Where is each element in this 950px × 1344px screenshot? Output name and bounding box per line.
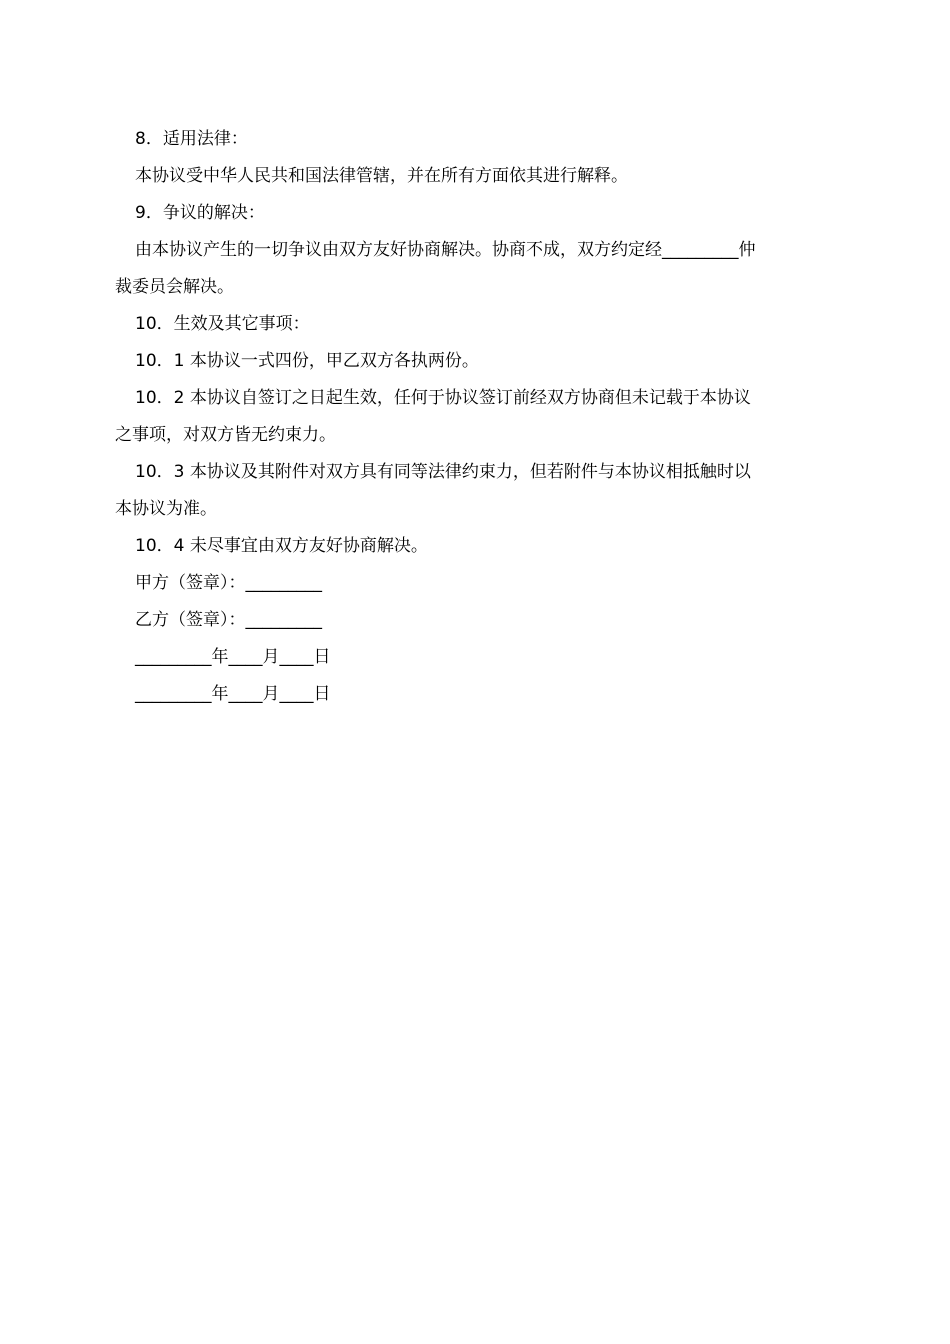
section-heading-effectiveness: 10．生效及其它事项：: [135, 314, 310, 334]
paragraph-line: 由本协议产生的一切争议由双方友好协商解决。协商不成，双方约定经_________仲: [135, 240, 756, 260]
clause-10-3: 10．3 本协议及其附件对双方具有同等法律约束力，但若附件与本协议相抵触时以: [135, 462, 751, 482]
date-line: _________年____月____日: [135, 684, 331, 704]
document-body: [115, 121, 837, 713]
clause-10-1: 10．1 本协议一式四份，甲乙双方各执两份。: [135, 351, 479, 371]
section-heading-dispute-resolution: 9．争议的解决：: [135, 203, 265, 223]
clause-10-4: 10．4 未尽事宜由双方友好协商解决。: [135, 536, 428, 556]
paragraph-line: 裁委员会解决。: [115, 277, 234, 297]
clause-10-2: 10．2 本协议自签订之日起生效，任何于协议签订前经双方协商但未记载于本协议: [135, 388, 751, 408]
paragraph-line: 本协议为准。: [115, 499, 217, 519]
date-line: _________年____月____日: [135, 647, 331, 667]
section-heading-applicable-law: 8．适用法律：: [135, 129, 248, 149]
party-a-signature-line: 甲方（签章）：_________: [135, 573, 322, 593]
party-b-signature-line: 乙方（签章）：_________: [135, 610, 322, 630]
paragraph-line: 之事项，对双方皆无约束力。: [115, 425, 336, 445]
paragraph-line: 本协议受中华人民共和国法律管辖，并在所有方面依其进行解释。: [135, 166, 628, 186]
